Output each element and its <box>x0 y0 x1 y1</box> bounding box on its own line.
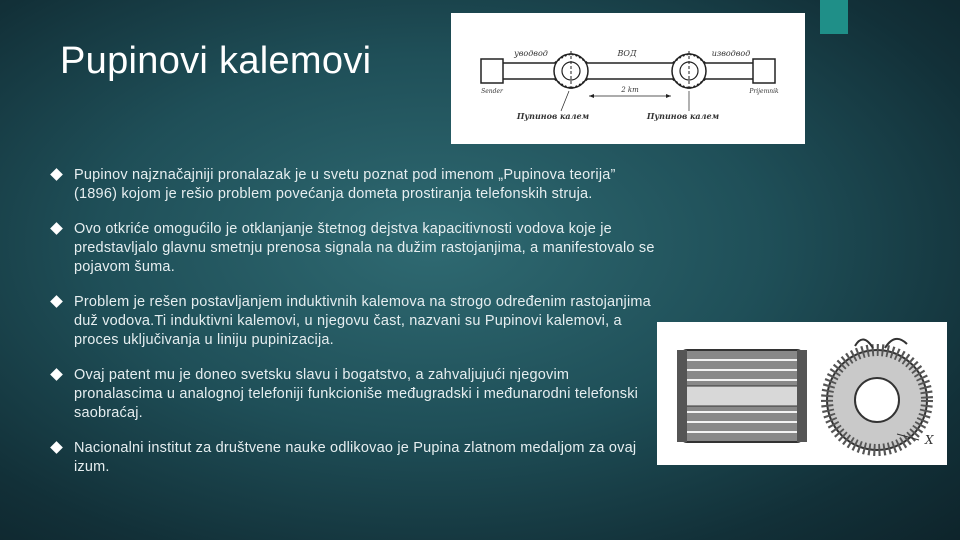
bullet-text: Pupinov najznačajniji pronalazak je u svetu poznat pod imenom „Pupinova teorija” (1896) kojom je rešio problem povećanja dometa prostiranja telefonskih struja. <box>74 167 616 202</box>
slide-title: Pupinovi kalemovi <box>60 40 372 82</box>
right-coil-icon <box>672 51 706 91</box>
bullet-item <box>48 366 658 423</box>
label-sender: Sender <box>481 88 503 95</box>
diagram-svg <box>451 13 805 144</box>
bullet-text: Problem je rešen postavljanjem induktivnih kalemova na strogo određenim rastojanjima duž vodova.Ti induktivni kalemovi, u njegovu čast, nazvani su Pupinovi kalemovi, a proces uključivanja u liniju pupinizacija. <box>74 294 651 348</box>
coil-photo <box>657 322 947 465</box>
bullet-list <box>48 166 658 493</box>
loading-coil-diagram <box>451 13 805 144</box>
bullet-item <box>48 220 658 277</box>
bullet-item <box>48 293 658 350</box>
label-distance: 2 km <box>621 86 639 94</box>
diamond-bullet-icon <box>50 295 63 308</box>
label-coil-right: Пупинов калем <box>646 111 720 121</box>
cylindrical-coil-icon <box>677 350 807 442</box>
label-coil-left: Пупинов калем <box>516 111 590 121</box>
receiver-box <box>753 59 775 83</box>
diamond-bullet-icon <box>50 222 63 235</box>
bullet-text: Nacionalni institut za društvene nauke odlikovao je Pupina zlatnom medaljom za ovaj izum. <box>74 440 637 475</box>
toroidal-coil-icon <box>827 339 927 450</box>
bullet-text: Ovo otkriće omogućilo je otklanjanje štetnog dejstva kapacitivnosti vodova koje je predstavljalo glavnu smetnju prenosa signala na dužim rastojanjima, a manifestovalo se pojavom šuma. <box>74 221 655 275</box>
coil-photo-svg <box>657 322 947 465</box>
label-line: ВОД <box>617 49 637 58</box>
diamond-bullet-icon <box>50 441 63 454</box>
label-output-line: изводвод <box>711 49 751 58</box>
sender-box <box>481 59 503 83</box>
accent-bar <box>820 0 848 34</box>
bullet-text: Ovaj patent mu je doneo svetsku slavu i bogatstvo, a zahvaljujući njegovim pronalascima u analognoj telefoniji funkcioniše međugradski i međunarodni telefonski saobraćaj. <box>74 367 639 421</box>
bullet-item <box>48 166 658 204</box>
label-x: X <box>925 433 934 447</box>
label-input-line: уводвод <box>514 49 548 58</box>
label-receiver: Prijemnik <box>749 88 779 95</box>
left-coil-icon <box>554 51 588 91</box>
bullet-item <box>48 439 658 477</box>
diamond-bullet-icon <box>50 168 63 181</box>
diamond-bullet-icon <box>50 368 63 381</box>
